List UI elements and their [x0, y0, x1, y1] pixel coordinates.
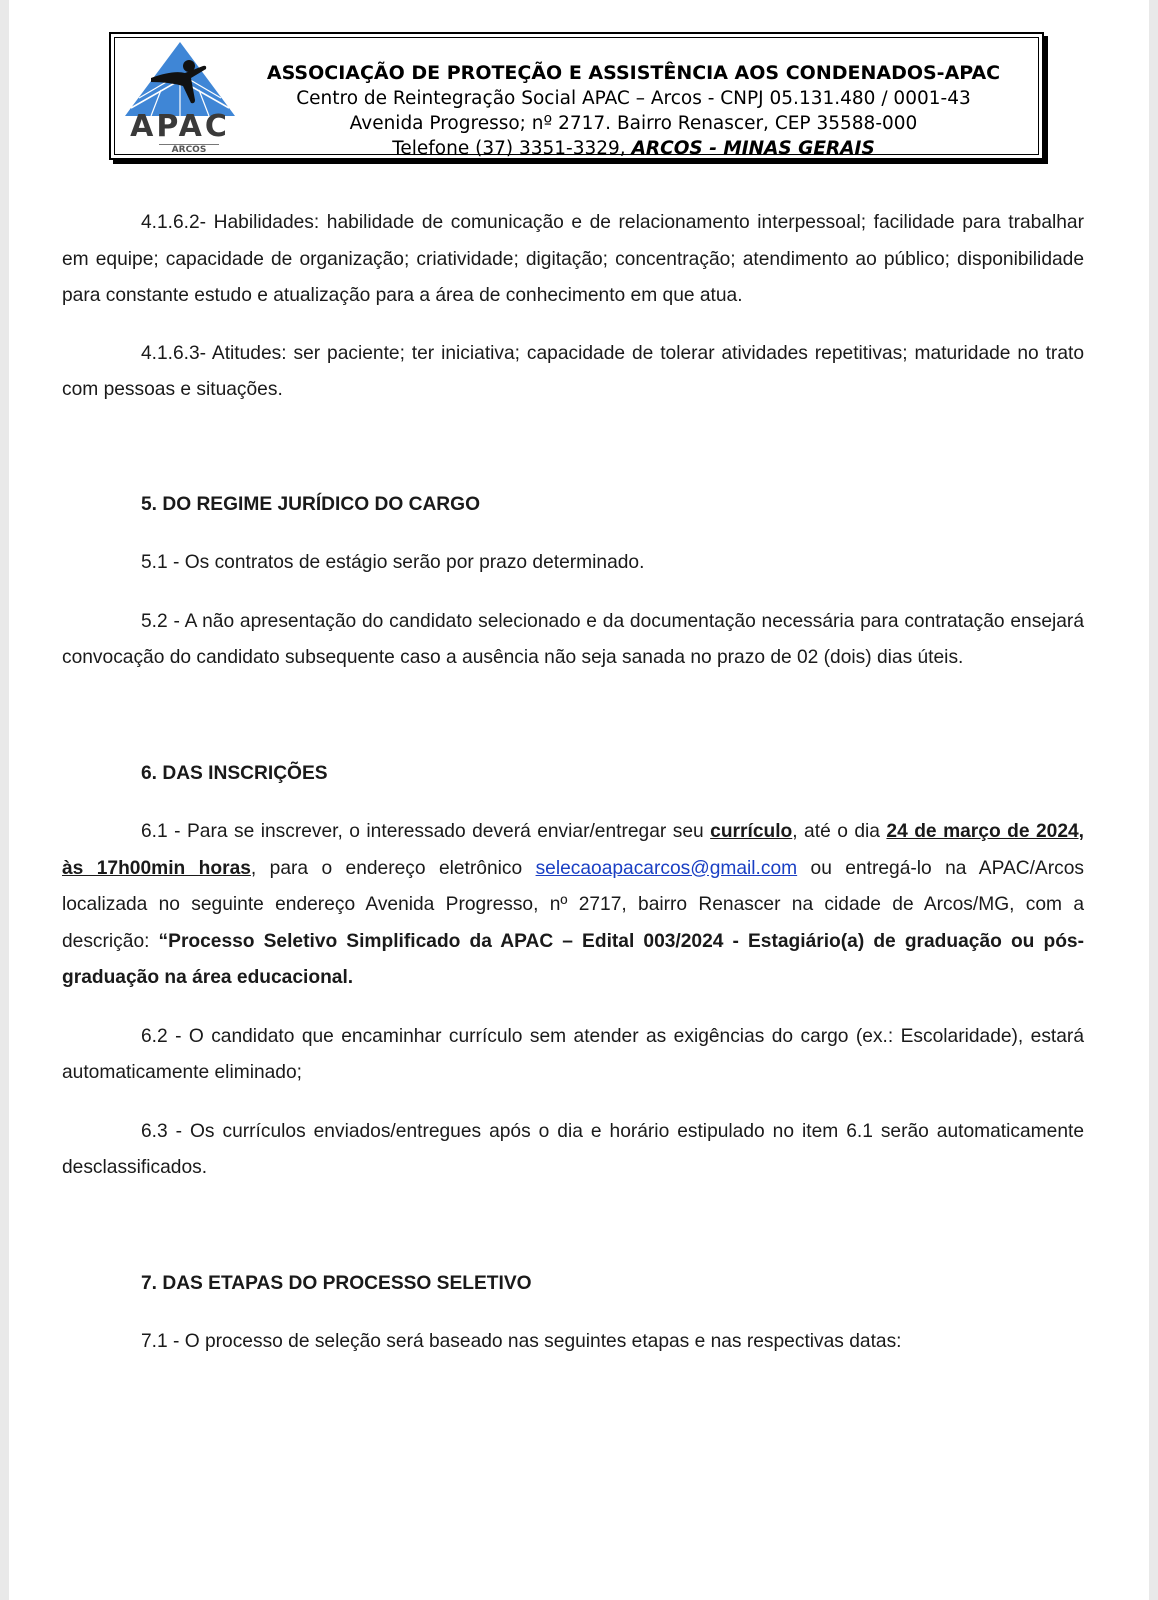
- paragraph-6-3: 6.3 - Os currículos enviados/entregues após o dia e horário estipulado no item 6.1 serão automaticamente desclassificados.: [62, 1120, 1084, 1178]
- heading-section-6: 6. DAS INSCRIÇÕES: [141, 762, 328, 784]
- logo-wordmark: APAC: [130, 109, 230, 144]
- paragraph-6-1-text: 6.1 - Para se inscrever, o interessado deverá enviar/entregar seu: [141, 821, 711, 842]
- heading-section-7: 7. DAS ETAPAS DO PROCESSO SELETIVO: [141, 1272, 532, 1294]
- cnpj-line: Centro de Reintegração Social APAC – Arcos - CNPJ 05.131.480 / 0001-43: [296, 88, 971, 109]
- deadline-emphasis: 24 de março de 2024, às 17h00min horas: [62, 821, 1084, 879]
- city-state: ARCOS - MINAS GERAIS: [631, 138, 875, 159]
- document-body: [62, 205, 1084, 1361]
- letterhead: [109, 32, 1044, 160]
- paragraph-6-1-text: , para o endereço eletrônico: [250, 857, 536, 879]
- heading-section-5: 5. DO REGIME JURÍDICO DO CARGO: [141, 493, 481, 515]
- paragraph-6-1-text: ou entregá-lo na APAC/Arcos localizada no seguinte endereço Avenida Progresso, nº 2717, bairro Renascer na cidade de Arcos/MG, com a descrição:: [62, 857, 1084, 952]
- submission-description: “Processo Seletivo Simplificado da APAC – Edital 003/2024 - Estagiário(a) de graduação ou pós-graduação na área educacional.: [62, 930, 1084, 988]
- paragraph-5-2: 5.2 - A não apresentação do candidato selecionado e da documentação necessária para contratação ensejará convocação do candidato subsequente caso a ausência não seja sanada no prazo de 02 (dois) dias úteis.: [62, 610, 1084, 668]
- letterhead-text: [241, 61, 1026, 161]
- email-link[interactable]: selecaoapacarcos@gmail.com: [535, 857, 798, 879]
- paragraph-6-1: [62, 814, 1084, 997]
- address-line: Avenida Progresso; nº 2717. Bairro Renascer, CEP 35588-000: [349, 113, 918, 134]
- phone-line: [241, 136, 1026, 161]
- paragraph-4-1-6-2: 4.1.6.2- Habilidades: habilidade de comunicação e de relacionamento interpessoal; facilidade para trabalhar em equipe; capacidade de organização; criatividade; digitação; concentração; atendimento ao público; disponibilidade para constante estudo e atualização para a área de conhecimento em que atua.: [62, 212, 1084, 306]
- paragraph-5-1: 5.1 - Os contratos de estágio serão por prazo determinado.: [141, 552, 645, 573]
- apac-logo: [121, 40, 239, 158]
- organization-name: ASSOCIAÇÃO DE PROTEÇÃO E ASSISTÊNCIA AOS CONDENADOS-APAC: [266, 62, 1001, 84]
- paragraph-6-2: 6.2 - O candidato que encaminhar currículo sem atender as exigências do cargo (ex.: Escolaridade), estará automaticamente eliminado;: [62, 1025, 1084, 1083]
- phone-number: Telefone (37) 3351-3329,: [392, 138, 632, 159]
- apac-logo-triangle-icon: [121, 40, 239, 120]
- paragraph-7-1: 7.1 - O processo de seleção será baseado nas seguintes etapas e nas respectivas datas:: [141, 1331, 902, 1352]
- paragraph-4-1-6-3: 4.1.6.3- Atitudes: ser paciente; ter iniciativa; capacidade de tolerar atividades repetitivas; maturidade no trato com pessoas e situações.: [62, 342, 1084, 400]
- document-page: [9, 0, 1149, 1600]
- paragraph-6-1-text: , até o dia: [792, 821, 887, 842]
- curriculo-emphasis: currículo: [710, 821, 793, 842]
- logo-city: ARCOS: [159, 144, 219, 155]
